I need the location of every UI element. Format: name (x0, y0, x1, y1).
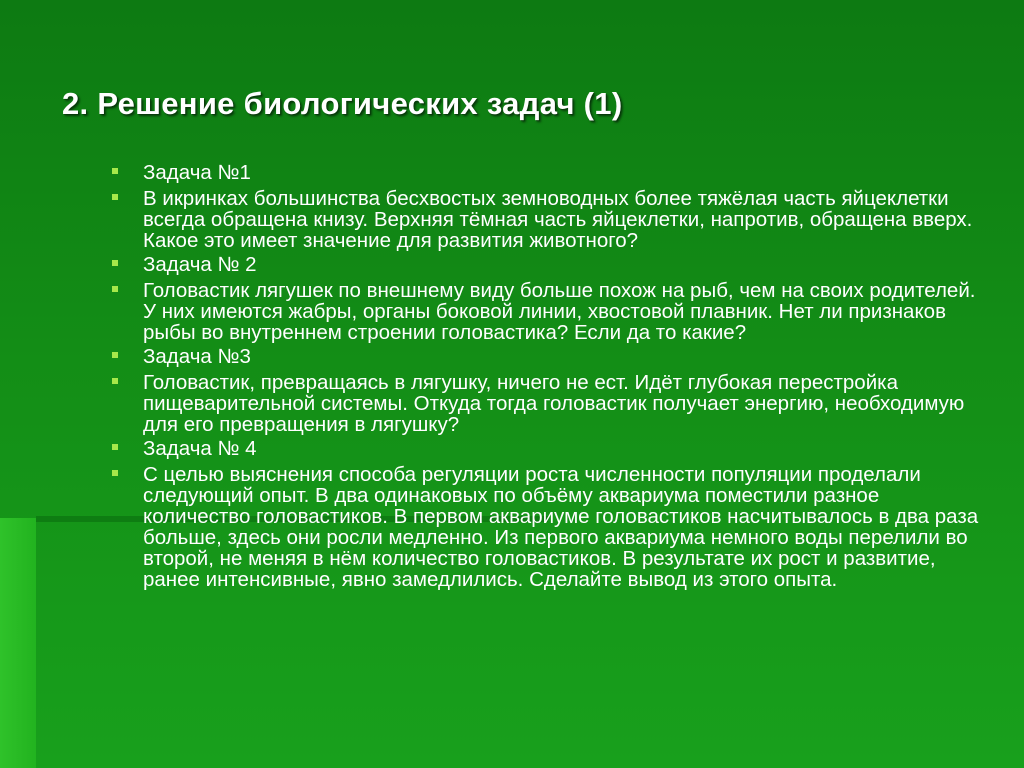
bullet-text: Задача № 2 (143, 253, 257, 276)
bullet-list (112, 162, 992, 593)
square-bullet-icon (112, 470, 118, 476)
square-bullet-icon (112, 378, 118, 384)
bullet-item-task-2-heading (112, 254, 992, 275)
bullet-text: Головастик лягушек по внешнему виду больше похож на рыб, чем на своих родителей. У них имеются жабры, органы боковой линии, хвостовой плавник. Нет ли признаков рыбы во внутреннем строении головастика? Если да то какие? (143, 279, 976, 344)
bullet-text: Головастик, превращаясь в лягушку, ничего не ест. Идёт глубокая перестройка пищеварительной системы. Откуда тогда головастик получает энергию, необходимую для его превращения в лягушку? (143, 371, 965, 436)
bullet-item-task-4-heading (112, 438, 992, 459)
bullet-item-task-3-heading (112, 346, 992, 367)
bullet-text: Задача №1 (143, 161, 251, 184)
square-bullet-icon (112, 260, 118, 266)
bullet-item-task-1-text (112, 188, 992, 251)
bullet-text: Задача №3 (143, 345, 251, 368)
bullet-item-task-3-text (112, 372, 992, 435)
slide-title: 2. Решение биологических задач (1) (62, 86, 623, 121)
square-bullet-icon (112, 352, 118, 358)
bullet-item-task-2-text (112, 280, 992, 343)
decorative-left-band (0, 518, 36, 768)
bullet-item-task-1-heading (112, 162, 992, 183)
square-bullet-icon (112, 286, 118, 292)
bullet-text: С целью выяснения способа регуляции роста численности популяции проделали следующий опыт. В два одинаковых по объёму аквариума поместили разное количество головастиков. В первом аквариуме головастиков насчитывалось в два раза больше, здесь они росли медленно. Из первого аквариума немного воды перелили во второй, не меняя в нём количество головастиков. В результате их рост и развитие, ранее интенсивные, явно замедлились. Сделайте вывод из этого опыта. (143, 463, 979, 591)
bullet-text: В икринках большинства бесхвостых земноводных более тяжёлая часть яйцеклетки всегда обращена книзу. Верхняя тёмная часть яйцеклетки, напротив, обращена вверх. Какое это имеет значение для развития животного? (143, 187, 973, 252)
bullet-text: Задача № 4 (143, 437, 257, 460)
square-bullet-icon (112, 194, 118, 200)
bullet-item-task-4-text (112, 464, 992, 590)
square-bullet-icon (112, 168, 118, 174)
square-bullet-icon (112, 444, 118, 450)
